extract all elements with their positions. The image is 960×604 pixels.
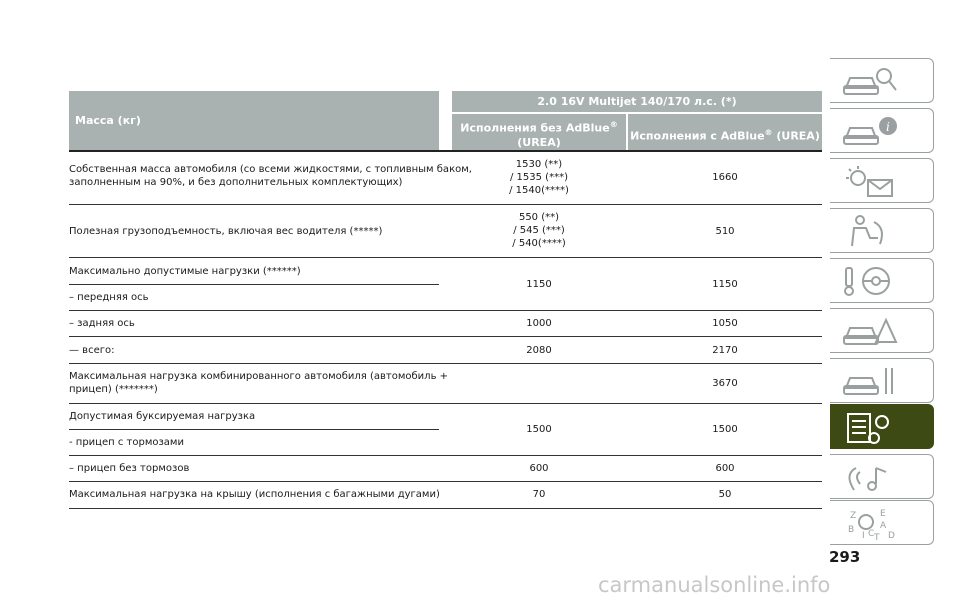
total-value-no-adblue: 2080 <box>526 345 552 356</box>
braked-trailer-value-no-adblue: 1500 <box>526 424 552 435</box>
unbraked-trailer-value-no-adblue: 600 <box>529 463 549 474</box>
rear-axle-value-no-adblue: 1000 <box>526 318 552 329</box>
multimedia-icon <box>840 460 900 494</box>
svg-text:B: B <box>848 525 855 535</box>
engine-header: 2.0 16V Multijet 140/170 л.с. (*) <box>452 91 822 112</box>
col-no-adblue-header: Исполнения без AdBlue® (UREA) <box>452 114 626 151</box>
rear-axle-label: – задняя ось <box>69 318 135 329</box>
car-search-icon <box>840 64 900 98</box>
sidebar-tab-multimedia[interactable] <box>830 454 934 499</box>
front-axle-value-adblue: 1150 <box>712 279 738 290</box>
combined-load-value-adblue: 3670 <box>712 378 738 389</box>
key-steering-icon <box>840 264 900 298</box>
sidebar-tab-car-search[interactable] <box>830 58 934 103</box>
payload-label: Полезная грузоподъемность, включая вес водителя (*****) <box>69 226 383 237</box>
row-divider <box>69 455 822 456</box>
row-divider <box>69 481 822 482</box>
sidebar-tab-warning-lights[interactable] <box>830 158 934 203</box>
header-rule <box>69 150 822 152</box>
alphabetical-index-icon <box>840 506 900 542</box>
mass-header: Масса (кг) <box>69 91 439 151</box>
total-value-adblue: 2170 <box>712 345 738 356</box>
svg-text:A: A <box>880 521 887 531</box>
svg-text:E: E <box>880 509 886 519</box>
car-breakdown-icon <box>840 314 900 348</box>
rear-axle-value-adblue: 1050 <box>712 318 738 329</box>
car-service-icon <box>840 364 900 398</box>
sidebar-tab-car-service[interactable] <box>830 358 934 403</box>
unbraked-trailer-value-adblue: 600 <box>715 463 735 474</box>
combined-load-label: Максимальная нагрузка комбинированного автомобиля (автомобиль + прицеп) (*******) <box>69 371 449 395</box>
sidebar-tab-car-breakdown[interactable] <box>830 308 934 353</box>
towing-label: Допустимая буксируемая нагрузка <box>69 411 256 422</box>
curb-weight-value-adblue: 1660 <box>712 172 738 183</box>
sidebar-tab-specifications[interactable] <box>830 404 934 449</box>
payload-value-adblue: 510 <box>715 226 735 237</box>
roof-load-value-no-adblue: 70 <box>532 489 546 500</box>
front-axle-label: – передняя ось <box>69 292 149 303</box>
row-divider <box>69 336 822 337</box>
curb-weight-label: Собственная масса автомобиля (со всеми жидкостями, с топливным баком, заполненным на 90%, и без дополнительных комплектующих) <box>69 164 472 188</box>
row-divider <box>69 403 822 404</box>
svg-text:Z: Z <box>850 511 857 521</box>
driver-airbag-icon <box>840 214 900 248</box>
row-divider <box>69 363 822 364</box>
svg-text:i: i <box>886 120 890 134</box>
braked-trailer-label: - прицеп с тормозами <box>69 437 184 448</box>
sidebar-tab-car-info[interactable] <box>830 108 934 153</box>
specifications-icon <box>840 410 900 446</box>
max-axle-label: Максимально допустимые нагрузки (******) <box>69 266 301 277</box>
row-divider <box>69 508 822 509</box>
unbraked-trailer-label: – прицеп без тормозов <box>69 463 190 474</box>
row-divider <box>69 310 822 311</box>
row-divider <box>69 429 439 430</box>
svg-text:C: C <box>868 529 875 539</box>
row-divider <box>69 284 439 285</box>
svg-text:T: T <box>874 533 880 542</box>
sidebar-tab-alphabetical-index[interactable] <box>830 500 934 545</box>
row-divider <box>69 204 822 205</box>
roof-load-value-adblue: 50 <box>718 489 732 500</box>
sidebar-tab-key-steering[interactable] <box>830 258 934 303</box>
page-number: 293 <box>829 548 861 566</box>
total-label: — всего: <box>69 345 115 356</box>
sidebar-tab-driver-airbag[interactable] <box>830 208 934 253</box>
row-divider <box>69 257 822 258</box>
payload-value-no-adblue: 550 (**) / 545 (***) / 540(****) <box>512 212 566 249</box>
svg-text:I: I <box>862 531 865 541</box>
curb-weight-value-no-adblue: 1530 (**) / 1535 (***) / 1540(****) <box>509 159 569 196</box>
warning-lights-icon <box>840 164 900 198</box>
col-adblue-header: Исполнения с AdBlue® (UREA) <box>628 114 822 151</box>
braked-trailer-value-adblue: 1500 <box>712 424 738 435</box>
svg-text:D: D <box>888 531 895 541</box>
car-info-icon <box>840 114 900 148</box>
watermark: carmanualsonline.info <box>598 573 831 597</box>
roof-load-label: Максимальная нагрузка на крышу (исполнения с багажными дугами) <box>69 489 440 500</box>
front-axle-value-no-adblue: 1150 <box>526 279 552 290</box>
